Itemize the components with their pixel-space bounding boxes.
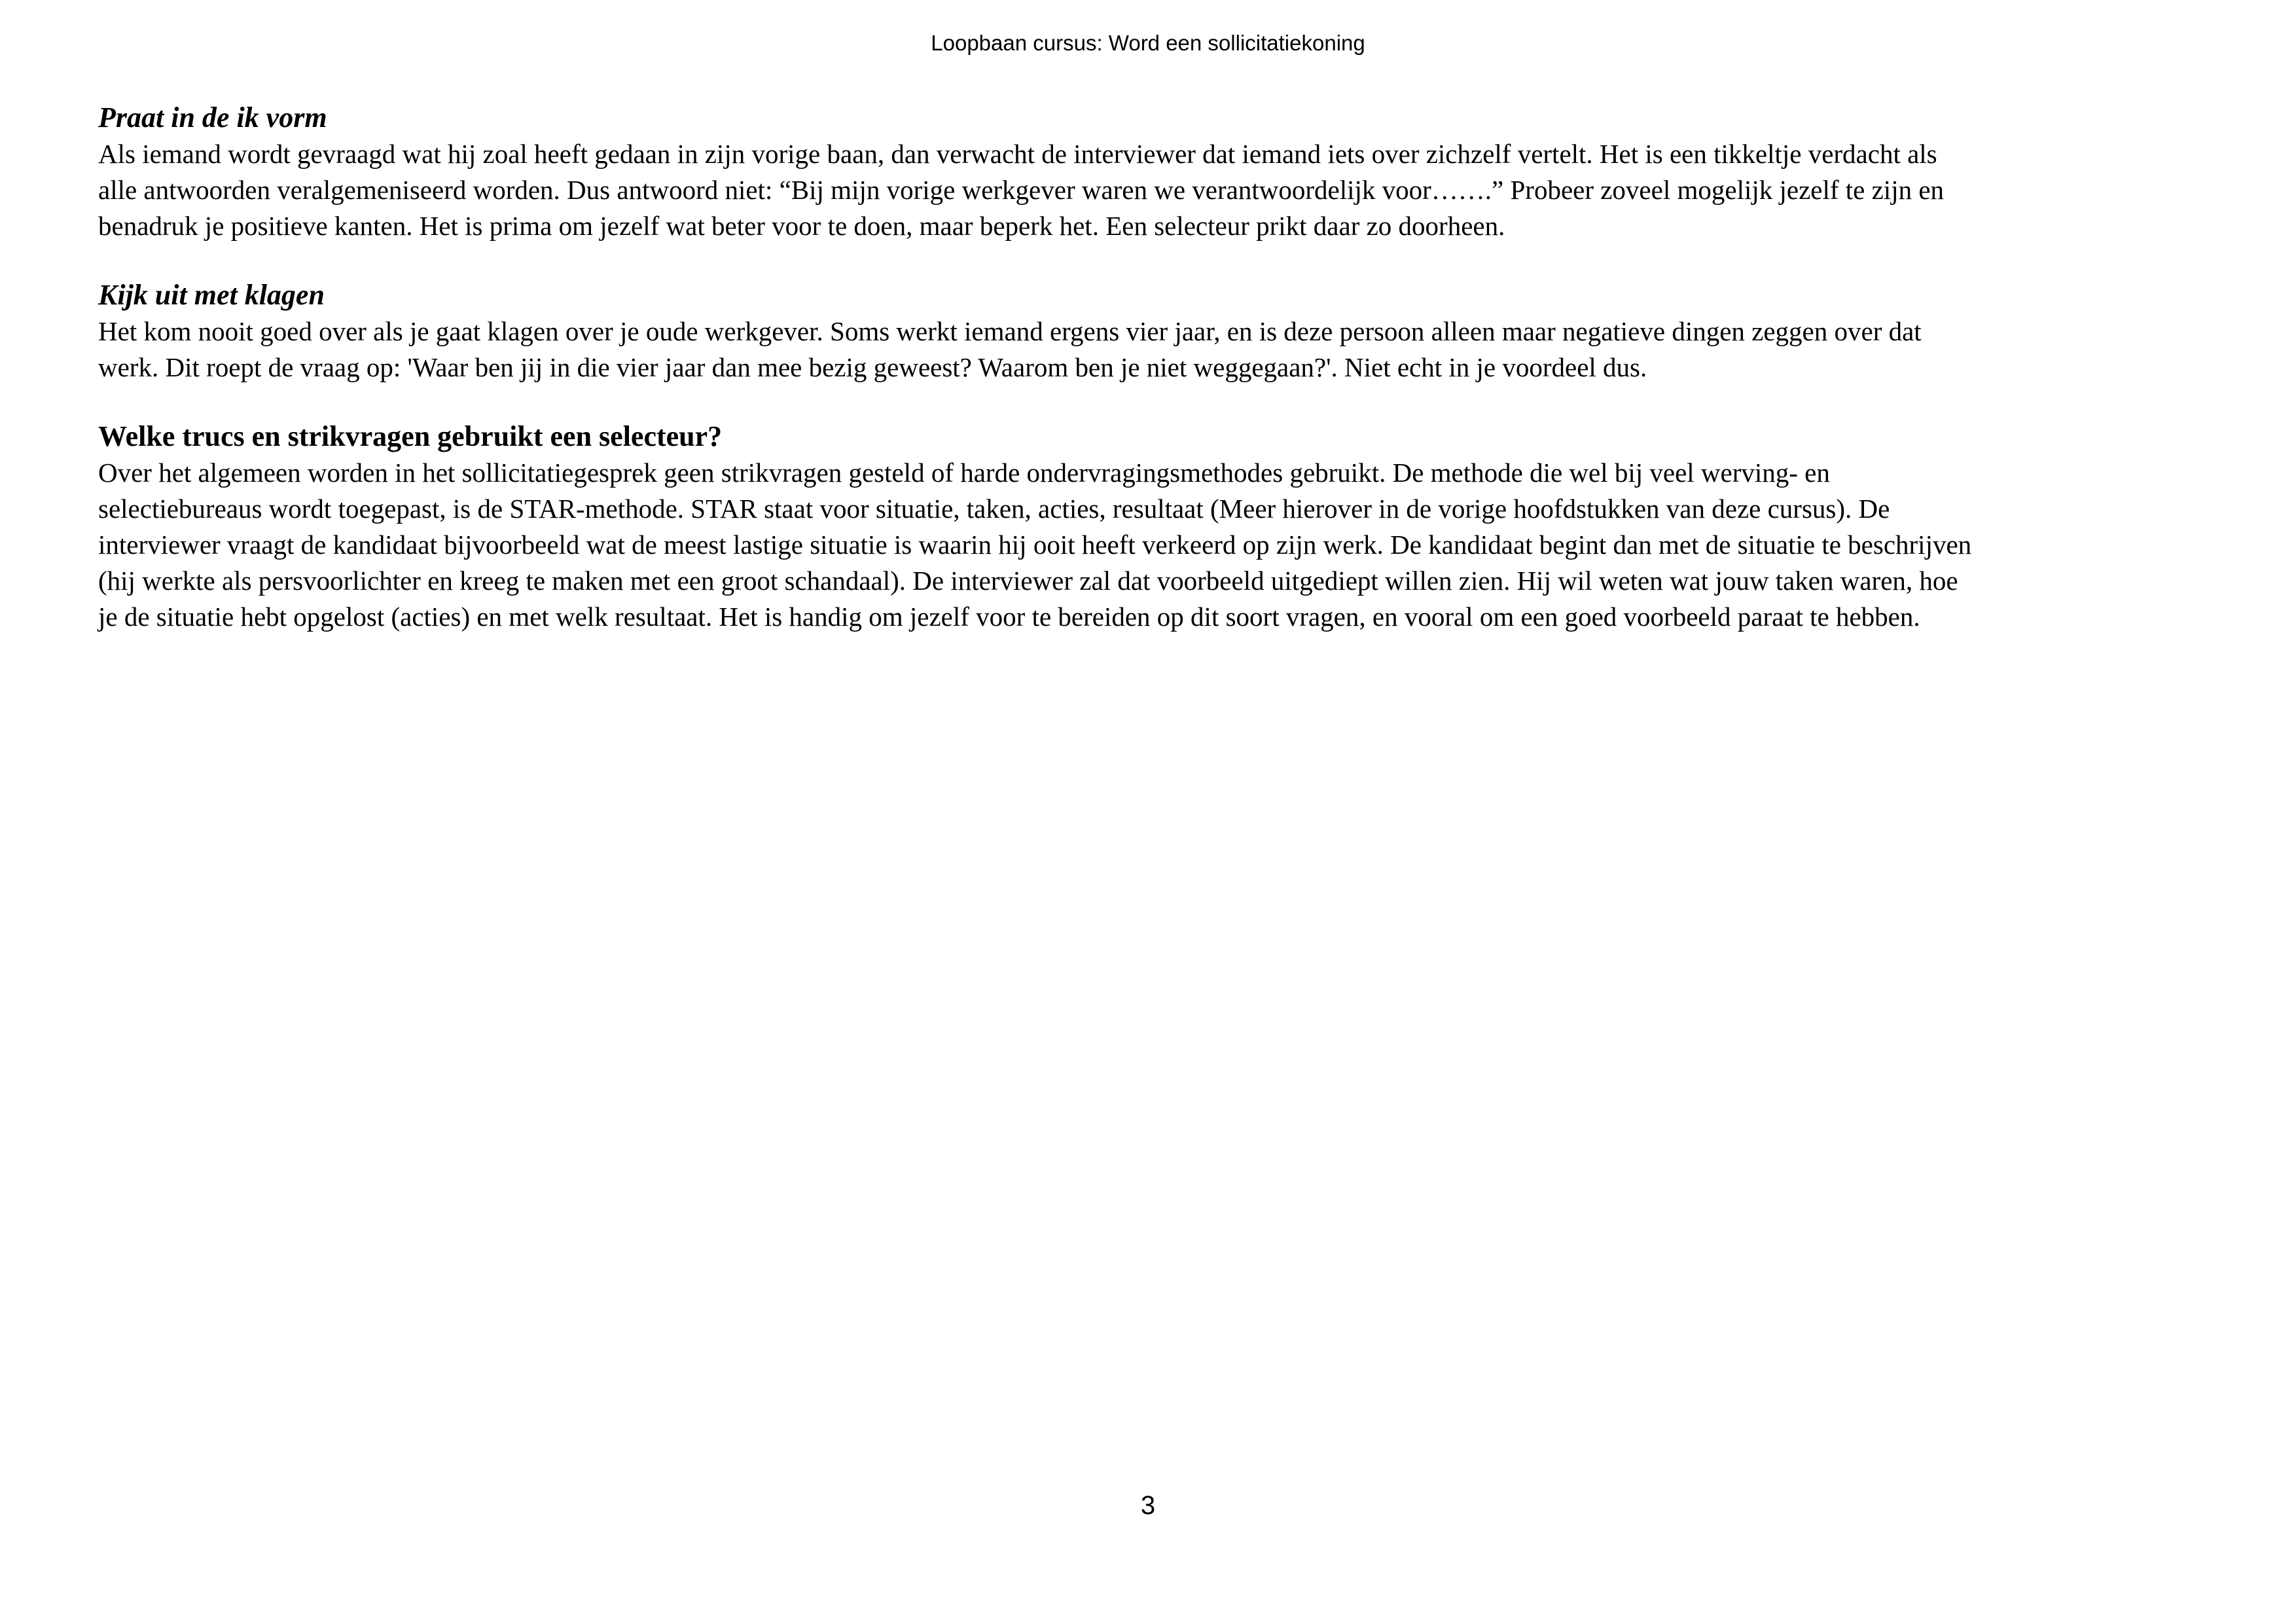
paragraph-line: (hij werkte als persvoorlichter en kreeg te maken met een groot schandaal). De interviewer zal dat voorbeeld uitgediept willen zien. Hij wil weten wat jouw taken waren, hoe	[98, 566, 1958, 596]
paragraph-line: Het kom nooit goed over als je gaat klagen over je oude werkgever. Soms werkt iemand ergens vier jaar, en is deze persoon alleen maar negatieve dingen zeggen over dat	[98, 316, 1922, 346]
document-header-title: Loopbaan cursus: Word een sollicitatiekoning	[931, 31, 1365, 55]
document-body	[0, 99, 2296, 635]
section-praat-in-de-ik-vorm	[98, 99, 2198, 244]
paragraph-line: Over het algemeen worden in het sollicitatiegesprek geen strikvragen gesteld of harde ondervragingsmethodes gebruikt. De methode die wel bij veel werving- en	[98, 458, 1830, 488]
paragraph-line: alle antwoorden veralgemeniseerd worden. Dus antwoord niet: “Bij mijn vorige werkgever waren we verantwoordelijk voor…….” Probeer zoveel mogelijk jezelf te zijn en	[98, 175, 1945, 205]
paragraph-line: selectiebureaus wordt toegepast, is de STAR-methode. STAR staat voor situatie, taken, acties, resultaat (Meer hierover in de vorige hoofdstukken van deze cursus). De	[98, 494, 1890, 524]
paragraph-line: benadruk je positieve kanten. Het is prima om jezelf wat beter voor te doen, maar beperk het. Een selecteur prikt daar zo doorheen.	[98, 211, 1505, 241]
paragraph-line: je de situatie hebt opgelost (acties) en met welk resultaat. Het is handig om jezelf voor te bereiden op dit soort vragen, en vooral om een goed voorbeeld paraat te hebben.	[98, 602, 1920, 632]
paragraph-line: werk. Dit roept de vraag op: 'Waar ben jij in die vier jaar dan mee bezig geweest? Waarom ben je niet weggegaan?'. Niet echt in je voordeel dus.	[98, 352, 1647, 382]
page-number-footer: 3	[1140, 1491, 1156, 1520]
section-heading: Welke trucs en strikvragen gebruikt een selecteur?	[98, 420, 723, 452]
section-welke-trucs-en-strikvragen	[98, 418, 2198, 635]
section-kijk-uit-met-klagen	[98, 277, 2198, 386]
paragraph-line: Als iemand wordt gevraagd wat hij zoal heeft gedaan in zijn vorige baan, dan verwacht de interviewer dat iemand iets over zichzelf vertelt. Het is een tikkeltje verdacht als	[98, 139, 1937, 169]
section-heading: Praat in de ik vorm	[98, 101, 327, 134]
paragraph-line: interviewer vraagt de kandidaat bijvoorbeeld wat de meest lastige situatie is waarin hij ooit heeft verkeerd op zijn werk. De kandidaat begint dan met de situatie te beschrijven	[98, 530, 1972, 560]
section-heading: Kijk uit met klagen	[98, 279, 325, 311]
